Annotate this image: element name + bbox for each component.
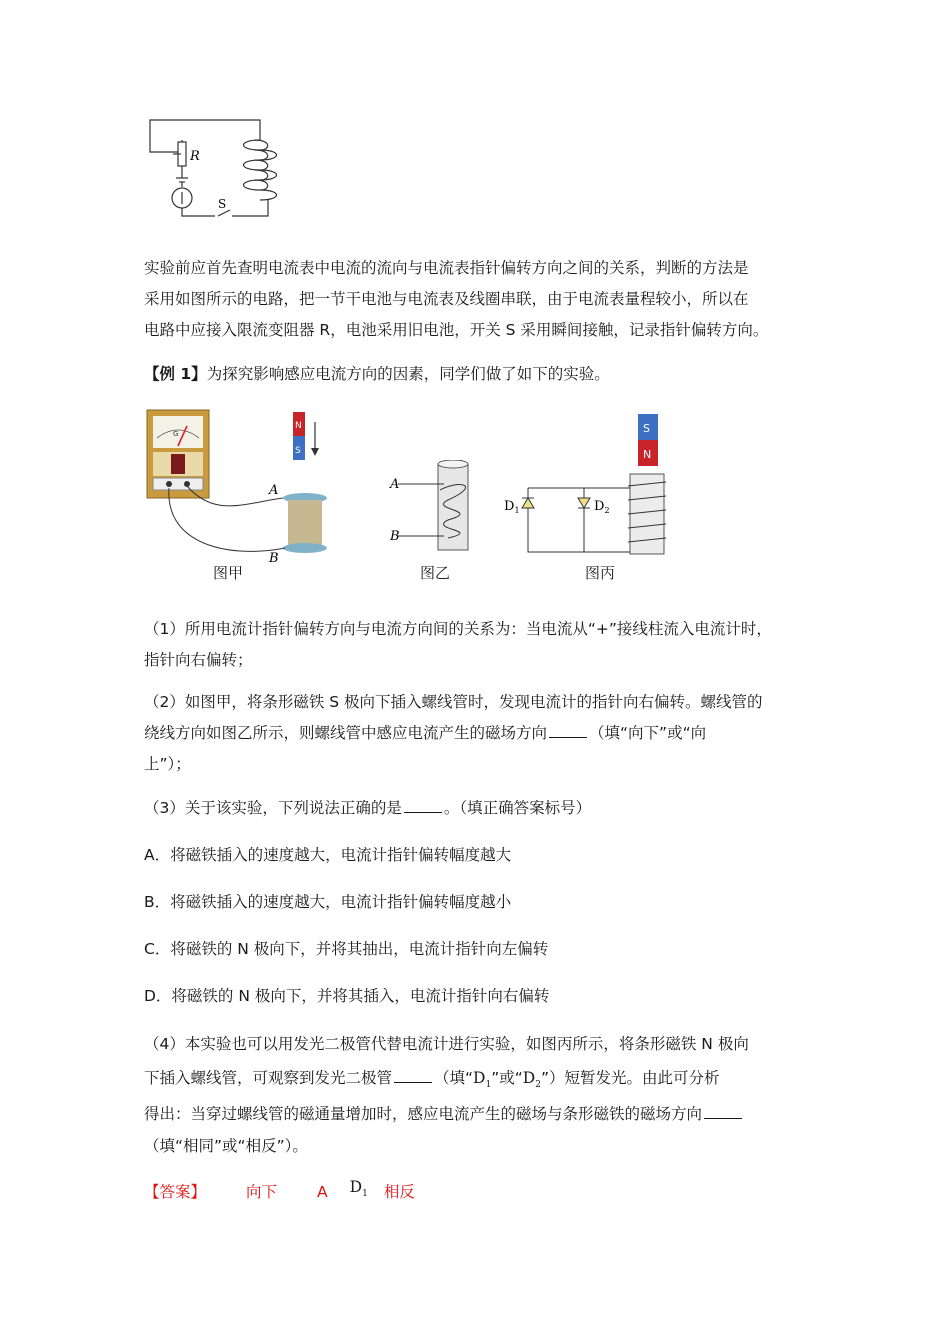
q4-line-2d: ”）短暂发光。由此可分析	[540, 1069, 720, 1087]
q4-line-4: （填“相同”或“相反”）。	[144, 1137, 308, 1155]
label-s: S	[218, 197, 227, 211]
figure-jia-b: B	[269, 551, 279, 566]
figure-jia	[145, 408, 345, 583]
answer-2: A	[317, 1183, 328, 1201]
figure-yi-a: A	[390, 477, 400, 492]
q2-line-1: （2）如图甲，将条形磁铁 S 极向下插入螺线管时，发现电流计的指针向右偏转。螺线管的	[144, 693, 763, 711]
q3-option-c: C．将磁铁的 N 极向下，并将其抽出，电流计指针向左偏转	[144, 940, 549, 958]
figure-jia-a: A	[269, 483, 279, 498]
figure-yi	[388, 460, 488, 560]
q3-blank	[404, 798, 442, 813]
magnet-s: S	[295, 446, 301, 456]
example-heading	[144, 362, 610, 384]
q1-line-2: 指针向右偏转；	[144, 651, 253, 669]
figure-yi-b: B	[390, 529, 400, 544]
bing-d2: $D_2$	[594, 499, 610, 515]
galvanometer-g: G	[173, 430, 179, 438]
q3-line-a: （3）关于该实验，下列说法正确的是	[144, 799, 402, 817]
q3-option-a: A．将磁铁插入的速度越大，电流计指针偏转幅度越大	[144, 846, 512, 864]
q4-line-2c: ”或“	[491, 1069, 523, 1087]
caption-jia: 图甲	[213, 564, 244, 582]
example-tag: 【例 1】	[144, 365, 207, 383]
answer-4: 相反	[383, 1183, 415, 1201]
q4-blank-2	[704, 1104, 742, 1119]
answer-tag: 【答案】	[144, 1183, 207, 1201]
bing-d1: $D_1$	[504, 499, 520, 515]
circuit-figure	[140, 112, 290, 222]
q3-option-b: B．将磁铁插入的速度越大，电流计指针偏转幅度越小	[144, 893, 512, 911]
answer-line	[144, 1180, 415, 1204]
intro-line-2: 采用如图所示的电路，把一节干电池与电流表及线圈串联，由于电流表量程较小，所以在	[144, 290, 749, 308]
q2-line-3: 上”）；	[144, 755, 191, 773]
answer-1: 向下	[246, 1183, 278, 1201]
magnet-n: N	[295, 421, 302, 431]
q4-line-2b: （填“	[434, 1069, 474, 1087]
q4-blank-1	[394, 1068, 432, 1083]
label-r: R	[190, 149, 200, 164]
q4-line-2a: 下插入螺线管，可观察到发光二极管	[144, 1069, 393, 1087]
q3-line	[144, 796, 591, 818]
caption-yi: 图乙	[420, 564, 451, 582]
q4-line-1: （4）本实验也可以用发光二极管代替电流计进行实验，如图丙所示，将条形磁铁 N 极向	[144, 1035, 749, 1053]
figure-bing	[498, 408, 678, 558]
example-text: 为探究影响感应电流方向的因素，同学们做了如下的实验。	[206, 365, 610, 383]
q4-line-2	[144, 1066, 719, 1090]
bing-magnet-s: S	[643, 422, 650, 435]
q3-option-d: D．将磁铁的 N 极向下，并将其插入，电流计指针向右偏转	[144, 987, 550, 1005]
q3-line-b: 。（填正确答案标号）	[443, 799, 592, 817]
answer-3: $D_1$	[349, 1178, 368, 1200]
q4-d1: $D_1$	[473, 1069, 492, 1091]
caption-bing: 图丙	[585, 564, 616, 582]
q2-blank	[549, 723, 587, 738]
q4-line-3a: 得出：当穿过螺线管的磁通量增加时，感应电流产生的磁场与条形磁铁的磁场方向	[144, 1105, 703, 1123]
q4-line-3	[144, 1102, 744, 1124]
intro-line-3: 电路中应接入限流变阻器 R，电池采用旧电池，开关 S 采用瞬间接触，记录指针偏转方向。	[144, 321, 769, 339]
q2-line-2a: 绕线方向如图乙所示，则螺线管中感应电流产生的磁场方向	[144, 724, 548, 742]
bing-magnet-n: N	[643, 448, 652, 461]
q2-line-2	[144, 721, 706, 743]
q4-d2: $D_2$	[522, 1069, 541, 1091]
q1-line-1: （1）所用电流计指针偏转方向与电流方向间的关系为：当电流从“+”接线柱流入电流计时，	[144, 620, 772, 638]
q2-line-2b: （填“向下”或“向	[589, 724, 707, 742]
intro-line-1: 实验前应首先查明电流表中电流的流向与电流表指针偏转方向之间的关系，判断的方法是	[144, 259, 749, 277]
